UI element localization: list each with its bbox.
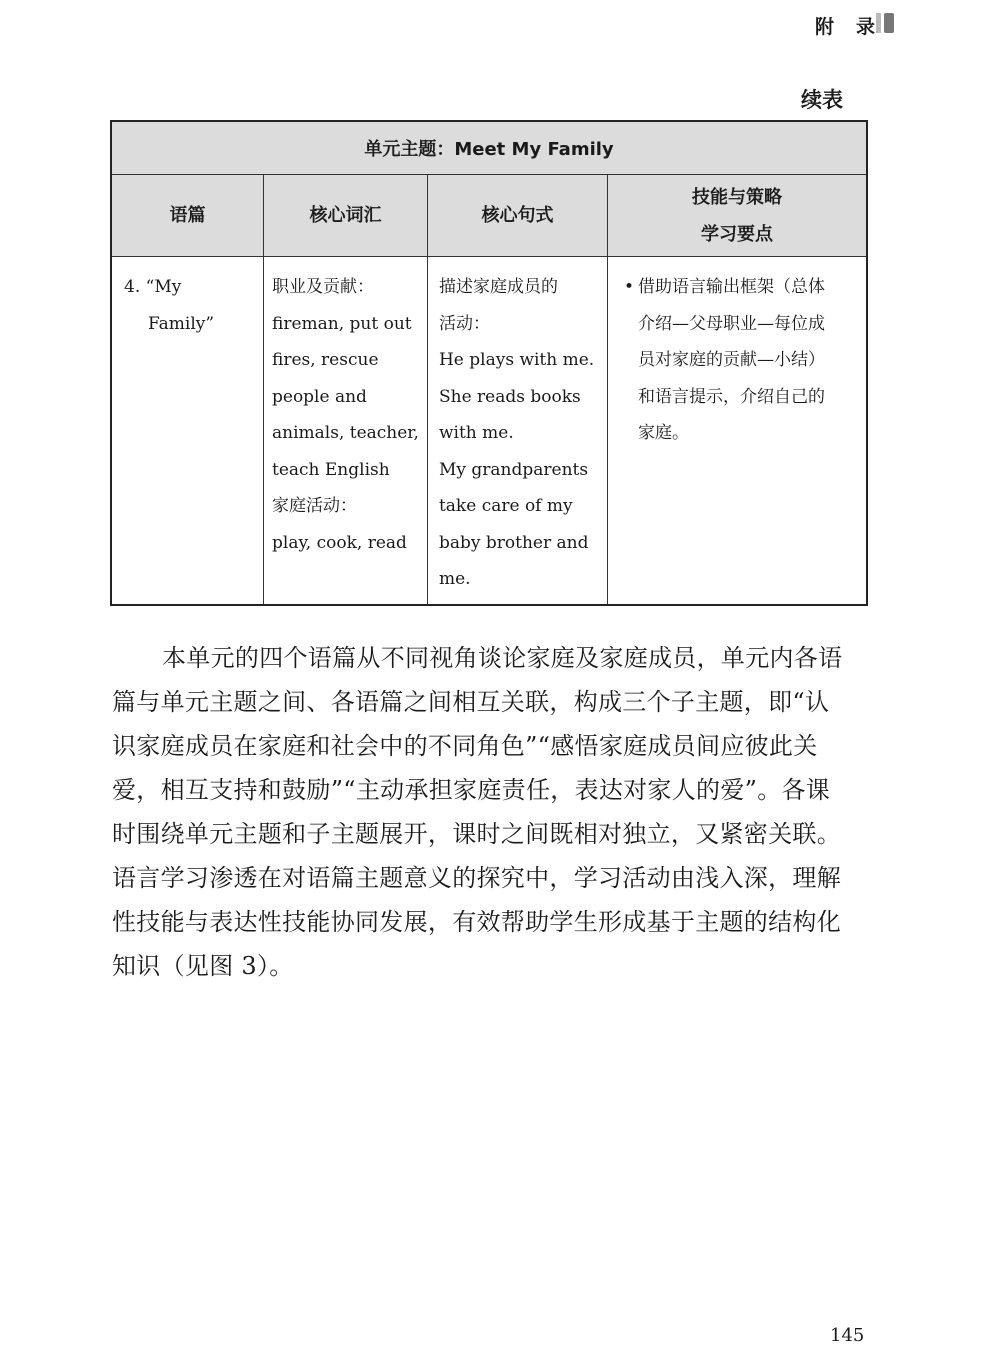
- text-line: 知识（见图 3）。: [112, 952, 294, 980]
- text-line: fireman, put out: [272, 313, 412, 334]
- unit-table: [110, 120, 868, 606]
- page-number: 145: [830, 1325, 865, 1346]
- text-line: • 借助语言输出框架（总体: [624, 269, 858, 306]
- text-line: 员对家庭的贡献—小结）: [637, 350, 825, 370]
- continued-label: 续表: [801, 88, 843, 112]
- col-header-text: 语篇: [111, 175, 264, 257]
- cell-vocabulary: [264, 257, 428, 605]
- text-line: 描述家庭成员的: [438, 277, 558, 297]
- table-title: 单元主题：Meet My Family: [111, 121, 867, 175]
- col-header-vocabulary: 核心词汇: [264, 175, 428, 257]
- cell-sentences: [427, 257, 607, 605]
- text-line: 本单元的四个语篇从不同视角谈论家庭及家庭成员，单元内各语: [162, 644, 843, 672]
- cell-skills: [607, 257, 867, 605]
- cell-text: 4. “My Family”: [111, 257, 264, 605]
- text-line: teach English: [272, 459, 390, 480]
- text-line: people and: [272, 386, 367, 407]
- col-header-sentences: 核心句式: [427, 175, 607, 257]
- text-line: with me.: [438, 423, 514, 443]
- text-line: 时围绕单元主题和子主题展开，课时之间既相对独立，又紧密关联。: [112, 820, 841, 848]
- text-line: He plays with me.: [438, 350, 595, 370]
- text-line: take care of my: [438, 496, 573, 516]
- text-line: animals, teacher,: [272, 423, 419, 443]
- running-head: [815, 12, 875, 39]
- text-line: fires, rescue: [272, 350, 379, 370]
- section-title-right: 录: [856, 16, 876, 38]
- text-line: 性技能与表达性技能协同发展，有效帮助学生形成基于主题的结构化: [112, 908, 841, 936]
- body-paragraph: [112, 636, 872, 988]
- text-line: baby brother and: [438, 532, 589, 553]
- section-title-left: 附: [815, 16, 835, 38]
- text-line: 活动：: [438, 313, 490, 334]
- bullet-icon: •: [623, 277, 634, 297]
- text-line: 家庭。: [637, 423, 689, 443]
- text-line: 和语言提示，介绍自己的: [637, 386, 825, 407]
- text-line: She reads books: [438, 386, 581, 407]
- text-line: 语言学习渗透在对语篇主题意义的探究中，学习活动由浅入深，理解: [112, 864, 841, 892]
- header-decoration-bar: [876, 13, 881, 33]
- text-line: 篇与单元主题之间、各语篇之间相互关联，构成三个子主题，即“认: [112, 688, 830, 716]
- header-decoration-bar: [884, 13, 894, 33]
- col-header-skills: 技能与策略 学习要点: [607, 175, 867, 257]
- text-line: 爱，相互支持和鼓励”“主动承担家庭责任，表达对家人的爱”。各课: [112, 776, 831, 804]
- text-line: 识家庭成员在家庭和社会中的不同角色”“感悟家庭成员间应彼此关: [112, 732, 818, 760]
- text-line: 职业及贡献：: [272, 277, 374, 297]
- text-line: 家庭活动：: [272, 496, 357, 516]
- text-line: My grandparents: [438, 459, 589, 480]
- table-row: [111, 257, 867, 605]
- text-line: me.: [438, 569, 471, 589]
- text-line: 介绍—父母职业—每位成: [637, 313, 825, 334]
- text-line: play, cook, read: [272, 532, 407, 553]
